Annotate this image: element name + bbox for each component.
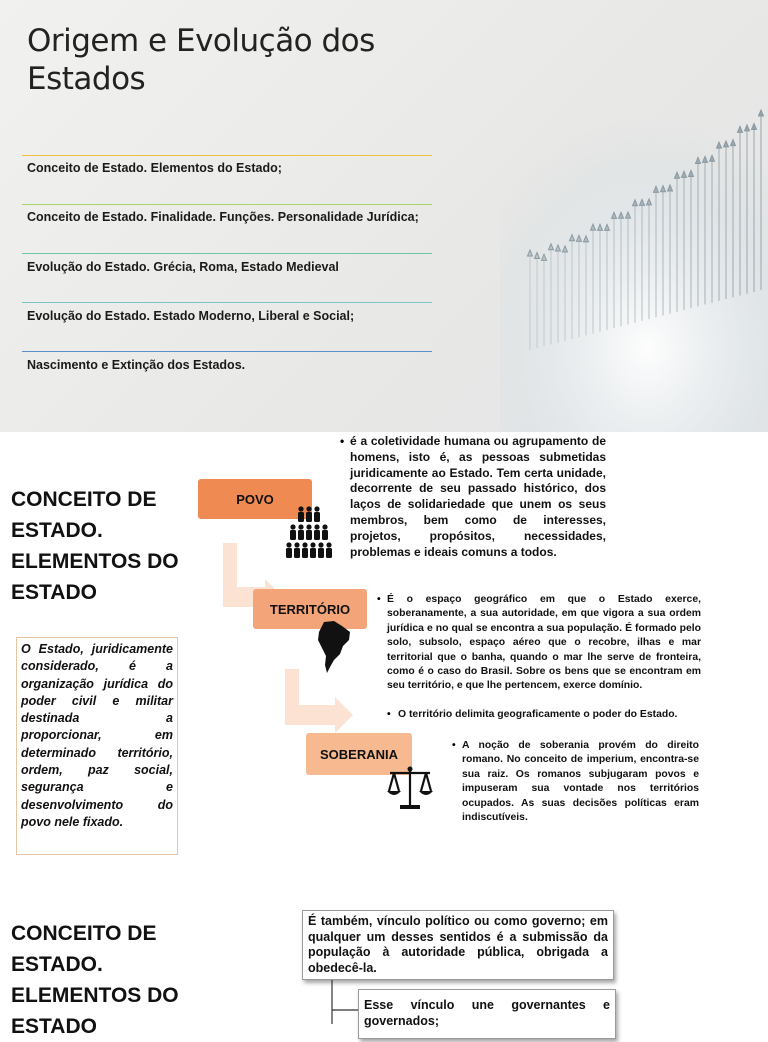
agenda-item-5: Nascimento e Extinção dos Estados. [27, 358, 246, 372]
scales-icon [386, 765, 434, 811]
agenda-item-2: Conceito de Estado. Finalidade. Funções. Personalidade Jurídica; [27, 210, 419, 224]
slide-vinculo [0, 862, 768, 1038]
agenda-divider [22, 204, 432, 205]
agenda-item-4: Evolução do Estado. Estado Moderno, Liberal e Social; [27, 309, 355, 323]
governantes-box: Esse vínculo une governantes e governados; [358, 989, 616, 1039]
soberania-description: A noção de soberania provém do direito romano. No conceito de imperium, encontra-se sua raiz. Os romanos subjugaram povos e impuseram sua vontade nos territórios ocupados. As suas decisões políticas eram indiscutíveis. [462, 740, 699, 824]
agenda-divider [22, 155, 432, 156]
slide-title [0, 0, 768, 432]
element-povo: POVO [198, 479, 312, 519]
definition-box: O Estado, juridicamente considerado, é a organização jurídica do poder civil e militar destinada a proporcionar, em determinado território, ordem, paz social, segurança e desenvolvimento do povo nele fixado. [16, 637, 178, 855]
bullet-dot: • [340, 434, 345, 448]
slide-elements [0, 432, 768, 862]
slide-title-heading: Origem e Evolução dos Estados [27, 23, 375, 97]
people-icon [284, 504, 334, 560]
element-soberania: SOBERANIA [306, 733, 412, 775]
slide-heading: CONCEITO DE ESTADO. ELEMENTOS DO ESTADO [11, 488, 179, 604]
slide-heading: CONCEITO DE ESTADO. ELEMENTOS DO ESTADO [11, 922, 179, 1038]
rising-arrows-image [500, 100, 768, 432]
territorio-description: É o espaço geográfico em que o Estado exerce, soberanamente, a sua autoridade, em que vigora a sua ordem jurídica e no qual se encontra a sua população. É formado pelo solo, subsolo, espaço aéreo que o recobre, ilhas e mar territorial que o banha, quando o mar lhe serve de fronteira, como é o caso do Brasil. Sobre os bens que se encontram em seu território, e que lhe pertencem, exerce domínio. [387, 594, 701, 692]
agenda-divider [22, 302, 432, 303]
element-territorio: TERRITÓRIO [253, 589, 367, 629]
povo-description: é a coletividade humana ou agrupamento de homens, isto é, as pessoas submetidas juridicamente ao Estado. Tem certa unidade, decorrente de seu passado histórico, dos laços de solidariedade que unem os seus membros, bem como de interesses, projetos, propósitos, necessidades, problemas e ideais comuns a todos. [350, 434, 606, 559]
agenda-item-3: Evolução do Estado. Grécia, Roma, Estado Medieval [27, 260, 339, 274]
agenda-item-1: Conceito de Estado. Elementos do Estado; [27, 161, 282, 175]
bullet-dot: • [377, 593, 381, 605]
agenda-divider [22, 253, 432, 254]
south-america-map-icon [316, 620, 352, 674]
vinculo-box: É também, vínculo político ou como governo; em qualquer um desses sentidos é a submissão da população à autoridade pública, obrigada a obedecê-la. [302, 910, 614, 980]
bullet-dot: • [387, 708, 391, 720]
agenda-divider [22, 351, 432, 352]
bullet-dot: • [452, 739, 456, 751]
territorio-note: O território delimita geograficamente o poder do Estado. [398, 709, 678, 720]
